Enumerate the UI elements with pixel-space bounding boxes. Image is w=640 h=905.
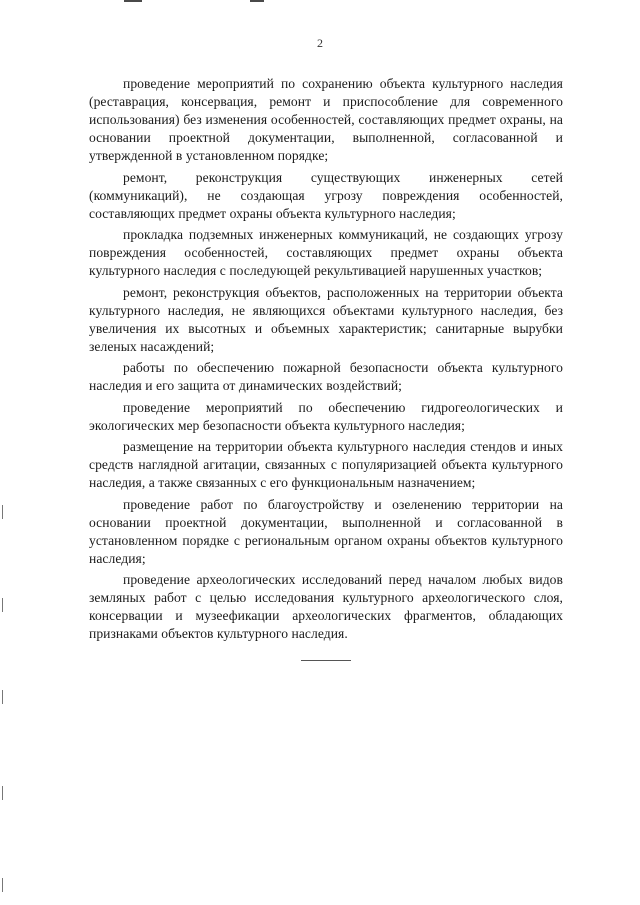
paragraph-building-repair: ремонт, реконструкция объектов, расположенных на территории объекта культурного наследия, не являющихся объектами культурного наследия, без увеличения их высотных и объемных характеристик; санитарные вырубки зеленых насаждений; bbox=[89, 284, 563, 354]
paragraph-fire-safety: работы по обеспечению пожарной безопасности объекта культурного наследия и его защита от динамических воздействий; bbox=[89, 360, 563, 393]
scan-edge-mark bbox=[2, 786, 3, 800]
scan-edge-mark bbox=[2, 690, 3, 704]
paragraph-landscaping: проведение работ по благоустройству и озеленению территории на основании проектной документации, выполненной и согласованной в установленном порядке с региональным органом охраны объектов культурного наследия; bbox=[89, 496, 563, 566]
document-body bbox=[89, 75, 563, 647]
top-scan-mark bbox=[124, 0, 142, 2]
scan-edge-mark bbox=[2, 878, 3, 892]
paragraph-utility-repair: ремонт, реконструкция существующих инженерных сетей (коммуникаций), не создающая угрозу повреждения особенностей, составляющих предмет охраны объекта культурного наследия; bbox=[89, 169, 563, 221]
top-scan-mark bbox=[250, 0, 264, 2]
paragraph-underground-utilities: прокладка подземных инженерных коммуникаций, не создающих угрозу повреждения особенностей, составляющих предмет охраны объекта культурного наследия с последующей рекультивацией нарушенных участков; bbox=[89, 227, 563, 278]
paragraph-restoration: проведение мероприятий по сохранению объекта культурного наследия (реставрация, консервация, ремонт и приспособление для современного использования) без изменения особенностей, составляющих предмет охраны, на основании проектной документации, выполненной, согласованной и утвержденной в установленном порядке; bbox=[89, 76, 563, 163]
page-number: 2 bbox=[317, 36, 323, 50]
end-divider bbox=[301, 660, 351, 661]
paragraph-archaeology: проведение археологических исследований перед началом любых видов земляных работ с целью исследования культурного археологического слоя, консервации и музеефикации археологических фрагментов, обладающих признаками объектов культурного наследия. bbox=[89, 572, 563, 641]
scan-edge-mark bbox=[2, 598, 3, 612]
scan-edge-mark bbox=[2, 505, 3, 519]
paragraph-stands: размещение на территории объекта культурного наследия стендов и иных средств наглядной агитации, связанных с популяризацией объекта культурного наследия, а также связанных с его функциональным назначением; bbox=[89, 439, 563, 490]
paragraph-hydrogeology: проведение мероприятий по обеспечению гидрогеологических и экологических мер безопасности объекта культурного наследия; bbox=[89, 399, 563, 433]
